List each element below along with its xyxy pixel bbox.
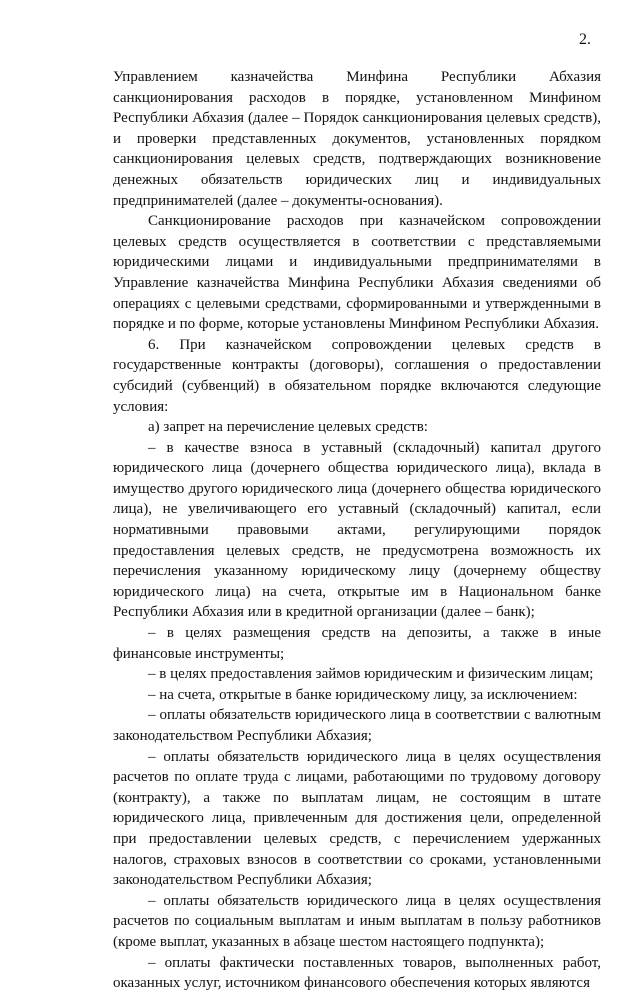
document-body: [113, 67, 601, 994]
list-item-capital-contribution: – в качестве взноса в уставный (складочный) капитал другого юридического лица (дочернего общества юридического лица), вклада в имущество другого юридического лица (дочернего общества юридического лица), не увеличивающего его уставный (складочный) капитал, если нормативными правовыми актами, регулирующими порядок предоставления целевых средств, не предусмотрена возможность их перечисления указанному юридическому лицу (дочернему обществу юридического лица) на счета, открытые им в Национальном банке Республики Абхазия или в кредитной организации (далее – банк);: [113, 439, 601, 621]
list-item-loans: – в целях предоставления займов юридическим и физическим лицам;: [148, 666, 594, 683]
paragraph-subitem-a: а) запрет на перечисление целевых средств:: [148, 419, 428, 436]
list-item-deposits: – в целях размещения средств на депозиты, а также в иные финансовые инструменты;: [113, 625, 601, 662]
list-item-goods-payment: – оплаты фактически поставленных товаров, выполненных работ, оказанных услуг, источником финансового обеспечения которых являются: [113, 954, 601, 992]
list-item-social-payments: – оплаты обязательств юридического лица в целях осуществления расчетов по социальным выплатам и иным выплатам в пользу работников (кроме выплат, указанных в абзаце шестом настоящего подпункта);: [113, 892, 601, 950]
list-item-bank-accounts: – на счета, открытые в банке юридическому лицу, за исключением:: [148, 686, 578, 703]
page-number: 2.: [579, 31, 591, 48]
paragraph-sanctioning-info: Санкционирование расходов при казначейском сопровождении целевых средств осуществляется в соответствии с представляемыми юридическими лицами и индивидуальными предпринимателями в Управление казначейства Минфина Республики Абхазия сведениями об операциях с целевыми средствами, сформированными и утвержденными в порядке и по форме, которые установлены Минфином Республики Абхазия.: [113, 213, 601, 333]
paragraph-item-6: 6. При казначейском сопровождении целевых средств в государственные контракты (договоры), соглашения о предоставлении субсидий (субвенций) в обязательном порядке включаются следующие условия:: [113, 336, 601, 415]
paragraph-sanctioning-procedure: Управлением казначейства Минфина Республики Абхазия санкционирования расходов в порядке, установленном Минфином Республики Абхазия (далее – Порядок санкционирования целевых средств), и проверки представленных документов, установленных порядком санкционирования целевых средств, подтверждающих возникновение денежных обязательств юридических лиц и индивидуальных предпринимателей (далее – документы-основания).: [113, 69, 601, 209]
list-item-payroll: – оплаты обязательств юридического лица в целях осуществления расчетов по оплате труда с лицами, работающими по трудовому договору (контракту), а также по выплатам лицам, не состоящим в штате юридического лица, привлеченным для достижения цели, определенной при предоставлении целевых средств, с перечислением удержанных налогов, страховых взносов в соответствии со сроками, установленными законодательством Республики Абхазия;: [113, 748, 601, 889]
list-item-currency-obligations: – оплаты обязательств юридического лица в соответствии с валютным законодательством Республики Абхазия;: [113, 707, 601, 744]
